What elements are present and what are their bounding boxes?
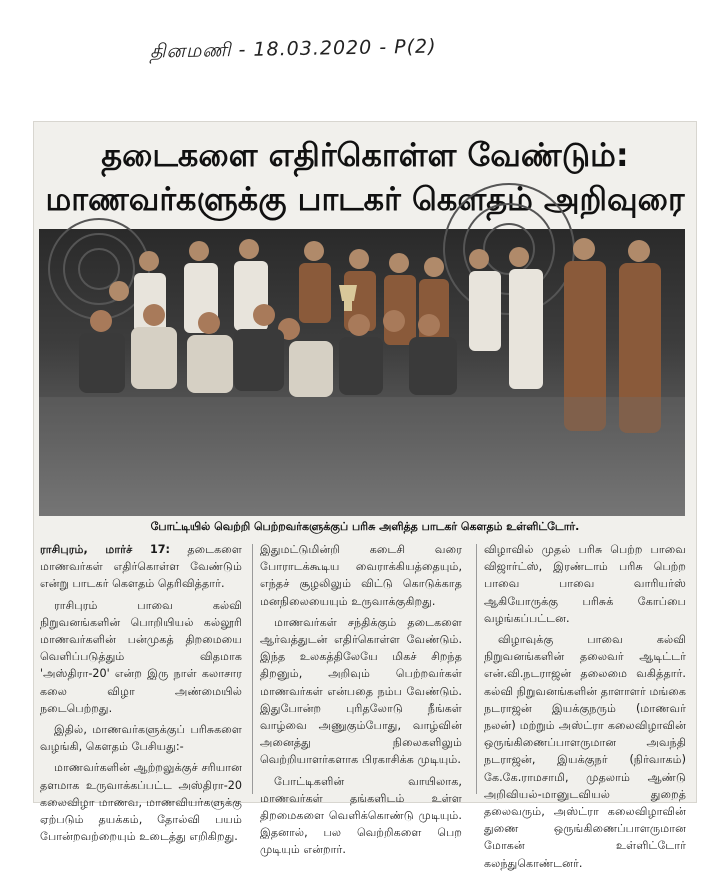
column-divider: [252, 544, 253, 794]
article-paragraph: விழாவுக்கு பாவை கல்வி நிறுவனங்களின் தலைவர் ஆடிட்டர் என்.வி.நடராஜன் தலைமை வகித்தார். கல்வி நிறுவனங்களின் தாளாளர் மங்கை நடராஜன் இயக்குநரும் (மாணவர் நலன்) மற்றும் அஸ்ட்ரா கலைவிழாவின் ஒருங்கிணைப்பாளருமான அவந்தி நடராஜன், இயக்குநர் (நிர்வாகம்) கே.கே.ராமசாமி, முதலாம் ஆண்டு அறிவியல்-மானுடவியல் துறைத் தலைவரும், அஸ்ட்ரா கலைவிழாவின் துணை ஒருங்கிணைப்பாளருமான மோகன் உள்ளிட்டோர் கலந்துகொண்டனர்.: [484, 633, 686, 870]
article-paragraph: இதுமட்டுமின்றி கடைசி வரை போராடக்கூடிய வைராக்கியத்தையும், எந்தச் சூழலிலும் விட்டு கொடுக்காத மனநிலையையும் உருவாக்குகிறது.: [260, 543, 462, 608]
article-column-2: [260, 541, 462, 857]
group-photo-illustration: [39, 229, 685, 516]
photo-caption: போட்டியில் வெற்றி பெற்றவர்களுக்குப் பரிசு அளித்த பாடகர் கௌதம் உள்ளிட்டோர்.: [150, 520, 580, 533]
article-paragraph: போட்டிகளின் வாயிலாக, மாணவர்கள் தங்களிடம் உள்ள திறமைகளை வெளிக்கொண்டு முடியும். இதனால், பல வெற்றிகளை பெற முடியும் என்றார்.: [260, 774, 462, 857]
newspaper-clipping: [33, 121, 697, 870]
article-column-3: [484, 541, 686, 870]
headline-line-1: தடைகளை எதிர்கொள்ள வேண்டும்:: [101, 136, 629, 174]
group-photo: [39, 229, 685, 516]
column-divider: [476, 544, 477, 794]
article-paragraph: விழாவில் முதல் பரிசு பெற்ற பாவை விஜார்ட்ஸ், இரண்டாம் பரிசு பெற்ற பாவை பாவை வாரியர்ஸ் ஆகியோருக்கு பரிசுக் கோப்பை வழங்கப்பட்டன.: [484, 543, 686, 625]
article-paragraph: [40, 541, 242, 593]
article-paragraph: ராசிபுரம் பாவை கல்வி நிறுவனங்களின் பொறியியல் கல்லூரி மாணவர்களின் பன்முகத் திறமையை வெளிப்படுத்தும் விதமாக 'அஸ்திரா-20' என்ற இரு நாள் கலாசார கலை விழா அண்மையில் நடைபெற்றது.: [40, 598, 242, 715]
article-paragraph: மாணவர்களின் ஆற்றலுக்குச் சரியான தளமாக உருவாக்கப்பட்ட அஸ்திரா-20 கலைவிழா மாணவ, மாணவியர்களுக்கு ஏற்படும் தயக்கம், தோல்வி பயம் போன்றவற்றையும் உடைத்து எறிகிறது.: [40, 761, 242, 844]
handwritten-source-note: தினமணி - 18.03.2020 - P(2): [149, 35, 437, 63]
headline-line-2: மாணவர்களுக்கு பாடகர் கௌதம் அறிவுரை: [45, 180, 685, 218]
article-paragraph: மாணவர்கள் சந்திக்கும் தடைகளை ஆர்வத்துடன் எதிர்கொள்ள வேண்டும். இந்த உலகத்திலேயே மிகச் சிறந்த திறனும், அறிவும் பெற்றவர்கள் மாணவர்கள் என்பதை நம்ப வேண்டும். இதுபோன்ற புரிதலோடு நீங்கள் வாழ்வை அணுகும்போது, வாழ்வின் அனைத்து நிலைகளிலும் வெற்றியாளர்களாக பிரகாசிக்க முடியும்.: [260, 615, 462, 767]
article-dateline: ராசிபுரம், மார்ச் 17:: [40, 543, 171, 556]
article-paragraph-text: தடைகளை மாணவர்கள் எதிர்கொள்ள வேண்டும் என்று பாடகர் கௌதம் தெரிவித்தார்.: [40, 543, 242, 591]
article-column-1: [40, 541, 242, 844]
article-paragraph: இதில், மாணவர்களுக்குப் பரிசுகளை வழங்கி, கௌதம் பேசியது:-: [40, 723, 242, 754]
